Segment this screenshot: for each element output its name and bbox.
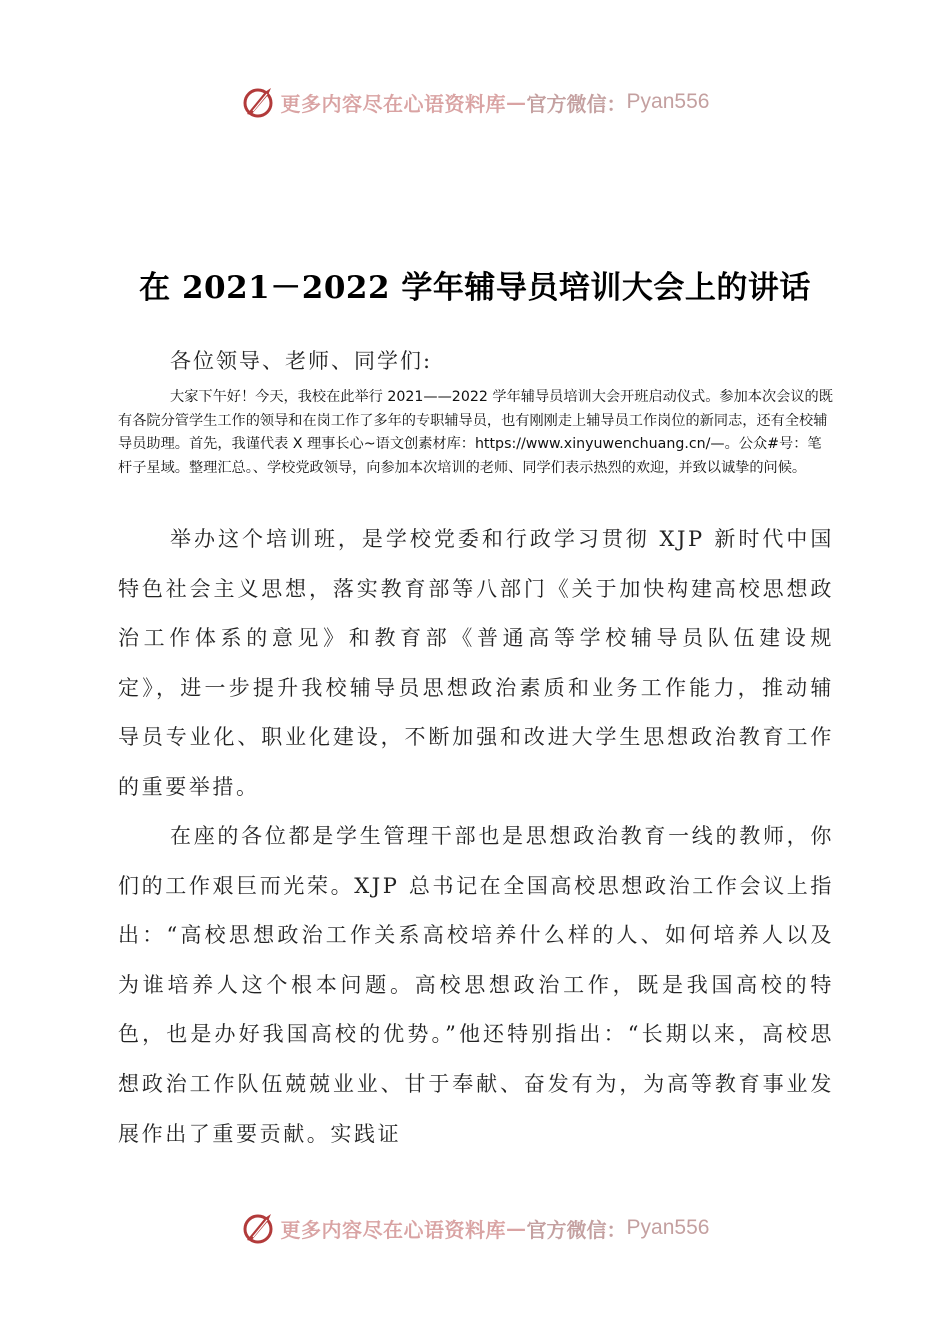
intro-paragraph: 大家下午好！今天，我校在此举行 2021——2022 学年辅导员培训大会开班启动仪式。参加本次会议的既有各院分管学生工作的领导和在岗工作了多年的专职辅导员，也有刚刚走上辅导员工作岗位的新同志，还有全校辅导员助理。首先，我谨代表 X 理事长心~语文创素材库：https://www.xinyuwenchuang.cn/—。公众#号：笔杆子星域。整理汇总。、学校党政领导，向参加本次培训的老师、同学们表示热烈的欢迎，并致以诚挚的问候。 [118,389,833,476]
banner-wechat-id: Pyan556 [626,90,710,113]
body-paragraph-2: 在座的各位都是学生管理干部也是思想政治教育一线的教师，你们的工作艰巨而光荣。XJP 总书记在全国高校思想政治工作会议上指出：“高校思想政治工作关系高校培养什么样的人、如何培养人以及为谁培养人这个根本问题。高校思想政治工作，既是我国高校的特色，也是办好我国高校的优势。”他还特别指出：“长期以来，高校思想政治工作队伍兢兢业业、甘于奉献、奋发有为，为高等教育事业发展作出了重要贡献。实践证 [118,824,834,1146]
header-banner [0,82,950,122]
footer-dash: — [506,1216,527,1240]
banner-slogan: 更多内容尽在心语资料库 [280,91,507,116]
banner-dash: — [506,90,527,114]
footer-wechat-label: 官方微信： [526,1217,627,1242]
footer-banner [0,1208,950,1248]
banner-wechat-label: 官方微信： [526,91,627,116]
document-title: 在 2021－2022 学年辅导员培训大会上的讲话 [139,270,811,306]
pen-circle-logo-icon [241,1210,277,1246]
footer-wechat-id: Pyan556 [626,1216,710,1239]
pen-circle-logo-icon [241,84,277,120]
footer-slogan: 更多内容尽在心语资料库 [280,1217,507,1242]
body-paragraph-1: 举办这个培训班，是学校党委和行政学习贯彻 XJP 新时代中国特色社会主义思想，落实教育部等八部门《关于加快构建高校思想政治工作体系的意见》和教育部《普通高等学校辅导员队伍建设规定》，进一步提升我校辅导员思想政治素质和业务工作能力，推动辅导员专业化、职业化建设，不断加强和改进大学生思想政治教育工作的重要举措。 [118,527,834,799]
salutation: 各位领导、老师、同学们: [170,349,433,373]
